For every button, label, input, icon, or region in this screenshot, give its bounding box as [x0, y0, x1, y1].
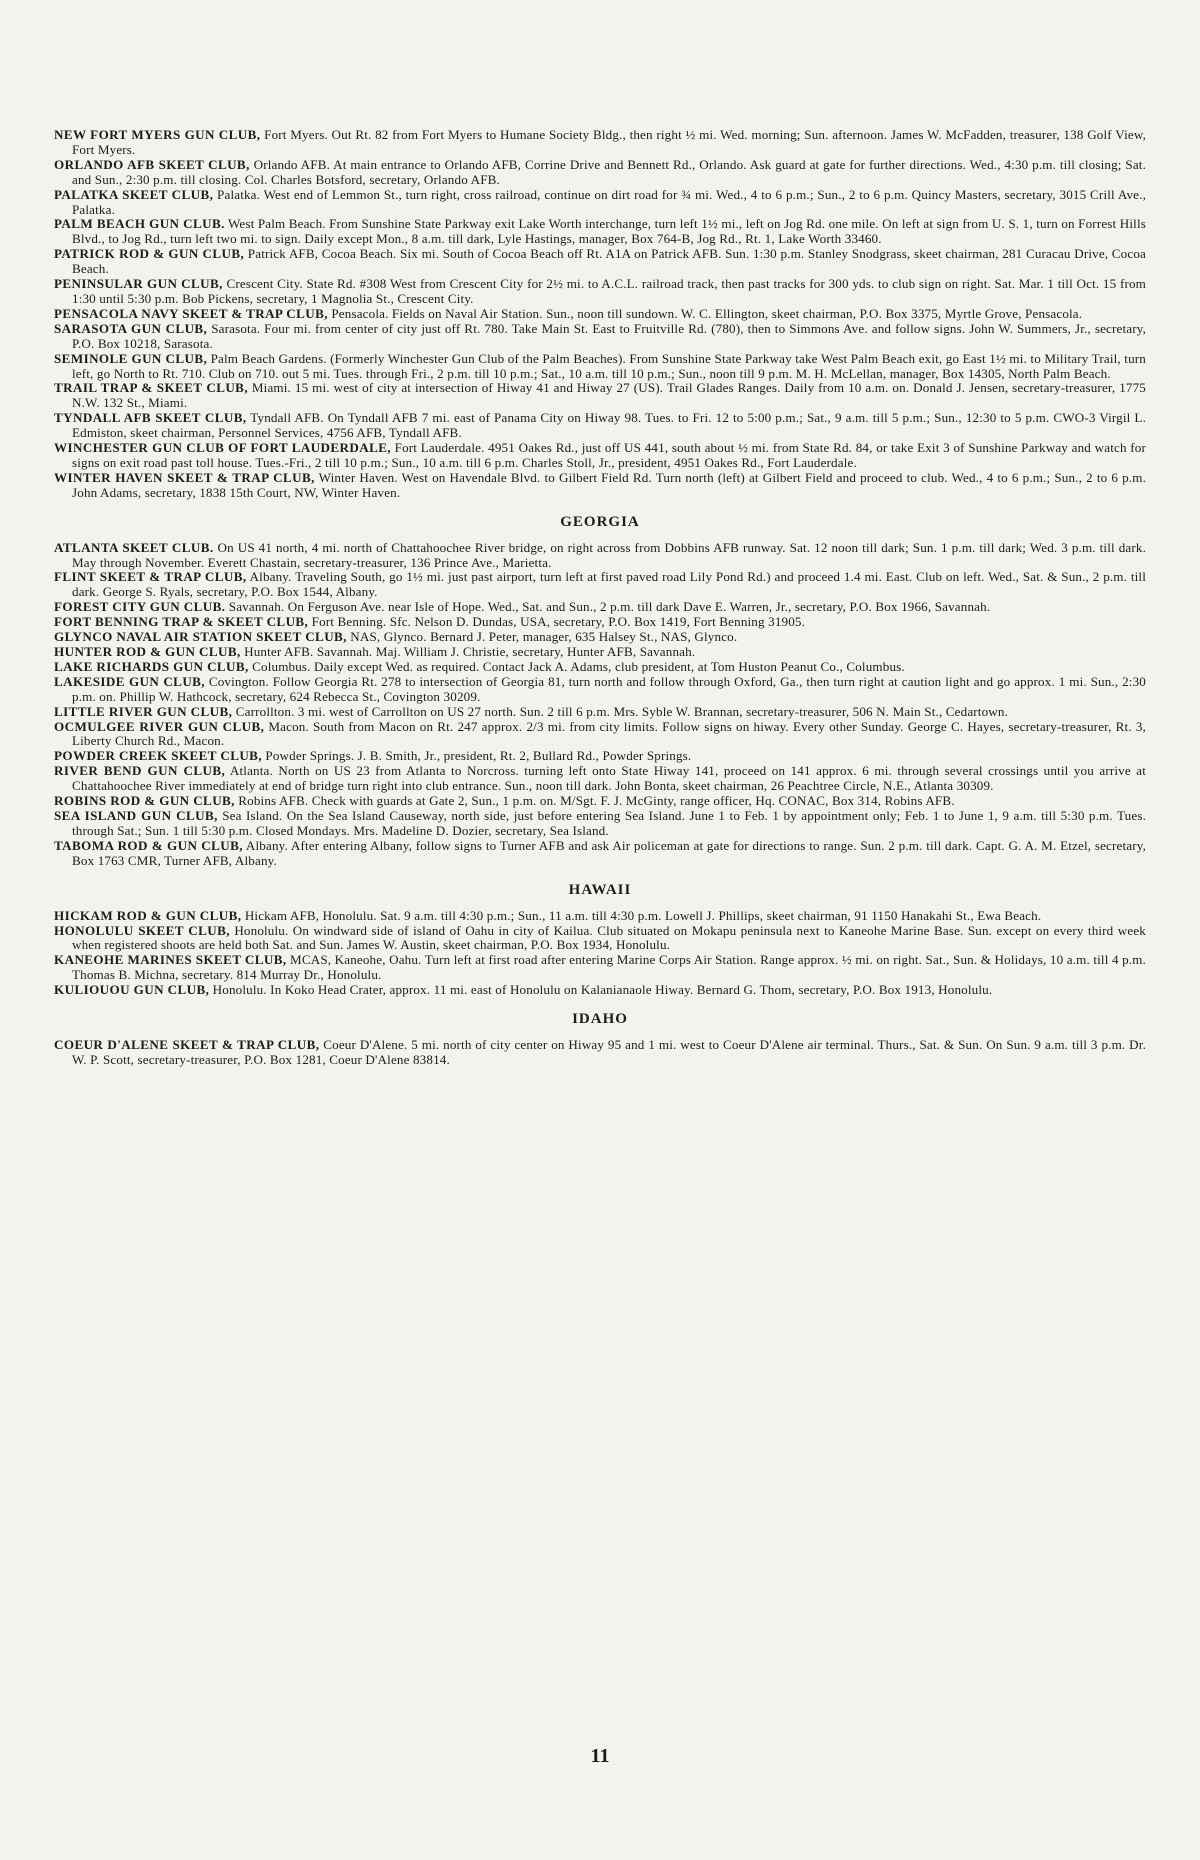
club-entry [54, 247, 1146, 277]
club-entry [54, 411, 1146, 441]
club-name: SARASOTA GUN CLUB, [54, 320, 208, 336]
club-name: PALATKA SKEET CLUB, [54, 186, 214, 202]
club-name: WINCHESTER GUN CLUB OF FORT LAUDERDALE, [54, 440, 392, 456]
club-details: Orlando AFB. At main entrance to Orlando AFB, Corrine Drive and Bennett Rd., Orlando. Ask guard at gate for further directions. Wed., 4:30 p.m. till closing; Sat. and Sun., 2:30 p.m. till closing. Col. Charles Botsford, secretary, Orlando AFB. [72, 156, 1146, 187]
club-name: HONOLULU SKEET CLUB, [54, 922, 230, 938]
club-entry [54, 277, 1146, 307]
club-details: Hunter AFB. Savannah. Maj. William J. Christie, secretary, Hunter AFB, Savannah. [240, 644, 696, 659]
state-heading: HAWAII [568, 881, 632, 898]
club-entry [54, 839, 1146, 869]
state-heading: IDAHO [572, 1011, 628, 1028]
club-details: MCAS, Kaneohe, Oahu. Turn left at first road after entering Marine Corps Air Station. Range approx. ½ mi. on right. Sat., Sun. & Holidays, 10 a.m. till 4 p.m. Thomas B. Michna, secretary. 814 Murray Dr., Honolulu. [72, 952, 1146, 983]
club-entry [54, 720, 1146, 750]
club-name: ORLANDO AFB SKEET CLUB, [54, 156, 250, 172]
page-number: 11 [590, 1745, 610, 1767]
club-entry [54, 600, 1146, 615]
club-entry [54, 217, 1146, 247]
club-name: OCMULGEE RIVER GUN CLUB, [54, 718, 265, 734]
club-details: Coeur D'Alene. 5 mi. north of city center on Hiway 95 and 1 mi. west to Coeur D'Alene air terminal. Thurs., Sat. & Sun. On Sun. 9 a.m. till 3 p.m. Dr. W. P. Scott, secretary-treasurer, P.O. Box 1281, Coeur D'Alene 83814. [72, 1037, 1146, 1067]
club-details: Palatka. West end of Lemmon St., turn right, cross railroad, continue on dirt road for ¾ mi. Wed., 4 to 6 p.m.; Sun., 2 to 6 p.m. Quincy Masters, secretary, 3015 Crill Ave., Palatka. [72, 186, 1146, 217]
club-entry [54, 307, 1146, 322]
club-details: Palm Beach Gardens. (Formerly Winchester Gun Club of the Palm Beaches). From Sunshine State Parkway take West Palm Beach exit, go East 1½ mi. to Military Trail, turn left, go North to Rt. 710. Club on 710. out 5 mi. Tues. through Fri., 2 p.m. till 10 p.m.; Sat., 10 a.m. till 10 p.m.; Sun., noon till 9 p.m. M. H. McLellan, manager, Box 14305, North Palm Beach. [72, 350, 1146, 381]
club-details: Honolulu. In Koko Head Crater, approx. 11 mi. east of Honolulu on Kalanianaole Hiway. Bernard G. Thom, secretary, P.O. Box 1913, Honolulu. [209, 982, 993, 998]
club-entry [54, 924, 1146, 954]
club-details: Powder Springs. J. B. Smith, Jr., president, Rt. 2, Bullard Rd., Powder Springs. [262, 748, 692, 764]
club-name: TABOMA ROD & GUN CLUB, [54, 837, 243, 853]
club-name: ATLANTA SKEET CLUB. [54, 539, 214, 555]
club-name: SEA ISLAND GUN CLUB, [54, 807, 218, 823]
club-details: Macon. South from Macon on Rt. 247 approx. 2/3 mi. from city limits. Follow signs on hiway. Every other Sunday. George C. Hayes, secretary-treasurer, Rt. 3, Liberty Church Rd., Macon. [72, 718, 1146, 749]
club-name: TYNDALL AFB SKEET CLUB, [54, 410, 247, 426]
state-heading: GEORGIA [560, 513, 640, 530]
club-name: FLINT SKEET & TRAP CLUB, [54, 569, 247, 585]
club-entry [54, 809, 1146, 839]
club-details: Atlanta. North on US 23 from Atlanta to Norcross. turning left onto State Hiway 141, proceed on 141 approx. 6 mi. through several crossings until you arrive at Chattahoochee River immediately at end of bridge turn right into club entrance. Sun., noon till dark. John Bonta, skeet chairman, 26 Peachtree Circle, N.E., Atlanta 30309. [72, 763, 1147, 794]
club-name: LAKE RICHARDS GUN CLUB, [54, 658, 249, 674]
club-name: SEMINOLE GUN CLUB, [54, 350, 208, 366]
club-entry [54, 570, 1146, 600]
club-entry [54, 322, 1146, 352]
club-details: West Palm Beach. From Sunshine State Parkway exit Lake Worth interchange, turn left 1½ mi., left on Jog Rd. one mile. On left at sign from U. S. 1, turn on Forrest Hills Blvd., to Jog Rd., turn left two mi. to sign. Daily except Mon., 8 a.m. till dark, Lyle Hastings, manager, Box 764-B, Jog Rd., Rt. 1, Lake Worth 33460. [72, 216, 1146, 247]
club-entry [54, 645, 1146, 660]
club-entry [54, 764, 1146, 794]
club-name: FOREST CITY GUN CLUB. [54, 599, 226, 615]
club-details: Honolulu. On windward side of island of Oahu in city of Kailua. Club situated on Mokapu peninsula next to Kaneohe Marine Base. Sun. except on every third week when registered shoots are held both Sat. and Sun. James W. Austin, skeet chairman, P.O. Box 1934, Honolulu. [72, 922, 1146, 953]
club-details: Hickam AFB, Honolulu. Sat. 9 a.m. till 4:30 p.m.; Sun., 11 a.m. till 4:30 p.m. Lowell J. Phillips, skeet chairman, 91 1150 Hanakahi St., Ewa Beach. [241, 907, 1042, 923]
club-details: Fort Benning. Sfc. Nelson D. Dundas, USA, secretary, P.O. Box 1419, Fort Benning 31905. [308, 614, 806, 630]
club-entry [54, 749, 1146, 764]
club-details: Fort Lauderdale. 4951 Oakes Rd., just off US 441, south about ½ mi. from State Rd. 84, or take Exit 3 of Sunshine Parkway and watch for signs on exit road past toll house. Tues.-Fri., 2 till 10 p.m.; Sun., 10 a.m. till 6 p.m. Charles Stoll, Jr., president, 4951 Oakes Rd., Fort Lauderdale. [72, 440, 1146, 470]
club-name: HICKAM ROD & GUN CLUB, [54, 907, 242, 923]
club-details: Patrick AFB, Cocoa Beach. Six mi. South of Cocoa Beach off Rt. A1A on Patrick AFB. Sun. 1:30 p.m. Stanley Snodgrass, skeet chairman, 281 Curacau Drive, Cocoa Beach. [72, 246, 1147, 277]
club-name: GLYNCO NAVAL AIR STATION SKEET CLUB, [54, 629, 347, 645]
club-entry [54, 381, 1146, 411]
club-details: Miami. 15 mi. west of city at intersection of Hiway 41 and Hiway 27 (US). Trail Glades Ranges. Daily from 10 a.m. on. Donald J. Jensen, secretary-treasurer, 1775 N.W. 132 St., Miami. [72, 380, 1146, 411]
club-details: Sea Island. On the Sea Island Causeway, north side, just before entering Sea Island. June 1 to Feb. 1 by appointment only; Feb. 1 to June 1, 9 a.m. till 5:30 p.m. Tues. through Sat.; Sun. 1 till 5:30 p.m. Closed Mondays. Mrs. Madeline D. Dozier, secretary, Sea Island. [72, 807, 1147, 838]
club-name: COEUR D'ALENE SKEET & TRAP CLUB, [54, 1037, 320, 1053]
club-name: PENINSULAR GUN CLUB, [54, 276, 223, 292]
club-entry [54, 794, 1146, 809]
club-details: Crescent City. State Rd. #308 West from Crescent City for 2½ mi. to A.C.L. railroad track, then past tracks for 300 yds. to club sign on right. Sat. Mar. 1 till Oct. 15 from 1:30 until 5:30 p.m. Bob Pickens, secretary, 1 Magnolia St., Crescent City. [72, 276, 1146, 306]
club-details: NAS, Glynco. Bernard J. Peter, manager, 635 Halsey St., NAS, Glynco. [346, 629, 738, 645]
club-entry [54, 615, 1146, 630]
club-name: RIVER BEND GUN CLUB, [54, 763, 226, 779]
club-name: PALM BEACH GUN CLUB. [54, 216, 225, 232]
club-name: KULIOUOU GUN CLUB, [54, 982, 210, 998]
club-details: Albany. After entering Albany, follow signs to Turner AFB and ask Air policeman at gate for directions to range. Sun. 2 p.m. till dark. Capt. G. A. M. Etzel, secretary, Box 1763 CMR, Turner AFB, Albany. [72, 837, 1147, 868]
club-entry [54, 983, 1146, 998]
club-name: WINTER HAVEN SKEET & TRAP CLUB, [54, 469, 315, 485]
club-name: LAKESIDE GUN CLUB, [54, 673, 205, 689]
club-entry [54, 909, 1146, 924]
club-entry [54, 630, 1146, 645]
club-entry [54, 541, 1146, 571]
club-details: Carrollton. 3 mi. west of Carrollton on US 27 north. Sun. 2 till 6 p.m. Mrs. Syble W. Brannan, secretary-treasurer, 506 N. Main St., Cedartown. [232, 703, 1009, 719]
club-details: Covington. Follow Georgia Rt. 278 to intersection of Georgia 81, turn north and follow through Oxford, Ga., then turn right at caution light and go approx. 1 mi. Sun., 2:30 p.m. on. Phillip W. Hathcock, secretary, 624 Rebecca St., Covington 30209. [72, 673, 1146, 704]
club-details: Albany. Traveling South, go 1½ mi. just past airport, turn left at first paved road Lily Pond Rd.) and proceed 1.4 mi. East. Club on left. Wed., Sat. & Sun., 2 p.m. till dark. George S. Ryals, secretary, P.O. Box 1544, Albany. [72, 569, 1146, 600]
club-name: POWDER CREEK SKEET CLUB, [54, 748, 262, 764]
club-entry [54, 441, 1146, 471]
club-entry [54, 128, 1146, 158]
club-name: PENSACOLA NAVY SKEET & TRAP CLUB, [54, 305, 328, 321]
club-entry [54, 705, 1146, 720]
club-details: On US 41 north, 4 mi. north of Chattahoochee River bridge, on right across from Dobbins AFB runway. Sat. 12 noon till dark; Sun. 1 p.m. till dark; Wed. 3 p.m. till dark. May through November. Everett Chastain, secretary-treasurer, 136 Prince Ave., Marietta. [72, 539, 1146, 570]
club-name: LITTLE RIVER GUN CLUB, [54, 703, 233, 719]
club-name: ROBINS ROD & GUN CLUB, [54, 793, 235, 809]
club-details: Tyndall AFB. On Tyndall AFB 7 mi. east of Panama City on Hiway 98. Tues. to Fri. 12 to 5:00 p.m.; Sat., 9 a.m. till 5 p.m.; Sun., 12:30 to 5 p.m. CWO-3 Virgil L. Edmiston, skeet chairman, Personnel Services, 4756 AFB, Tyndall AFB. [72, 410, 1146, 441]
club-details: Columbus. Daily except Wed. as required. Contact Jack A. Adams, club president, at Tom Huston Peanut Co., Columbus. [248, 658, 905, 674]
club-name: FORT BENNING TRAP & SKEET CLUB, [54, 614, 309, 630]
club-name: NEW FORT MYERS GUN CLUB, [54, 127, 261, 142]
club-name: PATRICK ROD & GUN CLUB, [54, 246, 245, 262]
club-entry [54, 660, 1146, 675]
club-listing [54, 128, 1146, 1068]
club-entry [54, 675, 1146, 705]
club-details: Fort Myers. Out Rt. 82 from Fort Myers to Humane Society Bldg., then right ½ mi. Wed. morning; Sun. afternoon. James W. McFadden, treasurer, 138 Golf View, Fort Myers. [72, 127, 1146, 157]
club-entry [54, 188, 1146, 218]
club-entry [54, 471, 1146, 501]
club-details: Sarasota. Four mi. from center of city just off Rt. 780. Take Main St. East to Fruitville Rd. (780), then to Simmons Ave. and follow signs. John W. Summers, Jr., secretary, P.O. Box 10218, Sarasota. [72, 320, 1146, 351]
club-entry [54, 158, 1146, 188]
club-entry [54, 953, 1146, 983]
club-details: Winter Haven. West on Havendale Blvd. to Gilbert Field Rd. Turn north (left) at Gilbert Field and proceed to club. Wed., 4 to 6 p.m.; Sun., 2 to 6 p.m. John Adams, secretary, 1838 15th Court, NW, Winter Haven. [72, 469, 1146, 500]
club-name: KANEOHE MARINES SKEET CLUB, [54, 952, 287, 968]
club-name: TRAIL TRAP & SKEET CLUB, [54, 380, 248, 396]
club-entry [54, 1038, 1146, 1068]
club-entry [54, 352, 1146, 382]
club-details: Pensacola. Fields on Naval Air Station. Sun., noon till sundown. W. C. Ellington, skeet chairman, P.O. Box 3375, Myrtle Grove, Pensacola. [327, 305, 1083, 321]
club-details: Robins AFB. Check with guards at Gate 2, Sun., 1 p.m. on. M/Sgt. F. J. McGinty, range officer, Hq. CONAC, Box 314, Robins AFB. [234, 793, 955, 809]
club-name: HUNTER ROD & GUN CLUB, [54, 644, 241, 659]
club-details: Savannah. On Ferguson Ave. near Isle of Hope. Wed., Sat. and Sun., 2 p.m. till dark Dave E. Warren, Jr., secretary, P.O. Box 1966, Savannah. [225, 599, 991, 615]
